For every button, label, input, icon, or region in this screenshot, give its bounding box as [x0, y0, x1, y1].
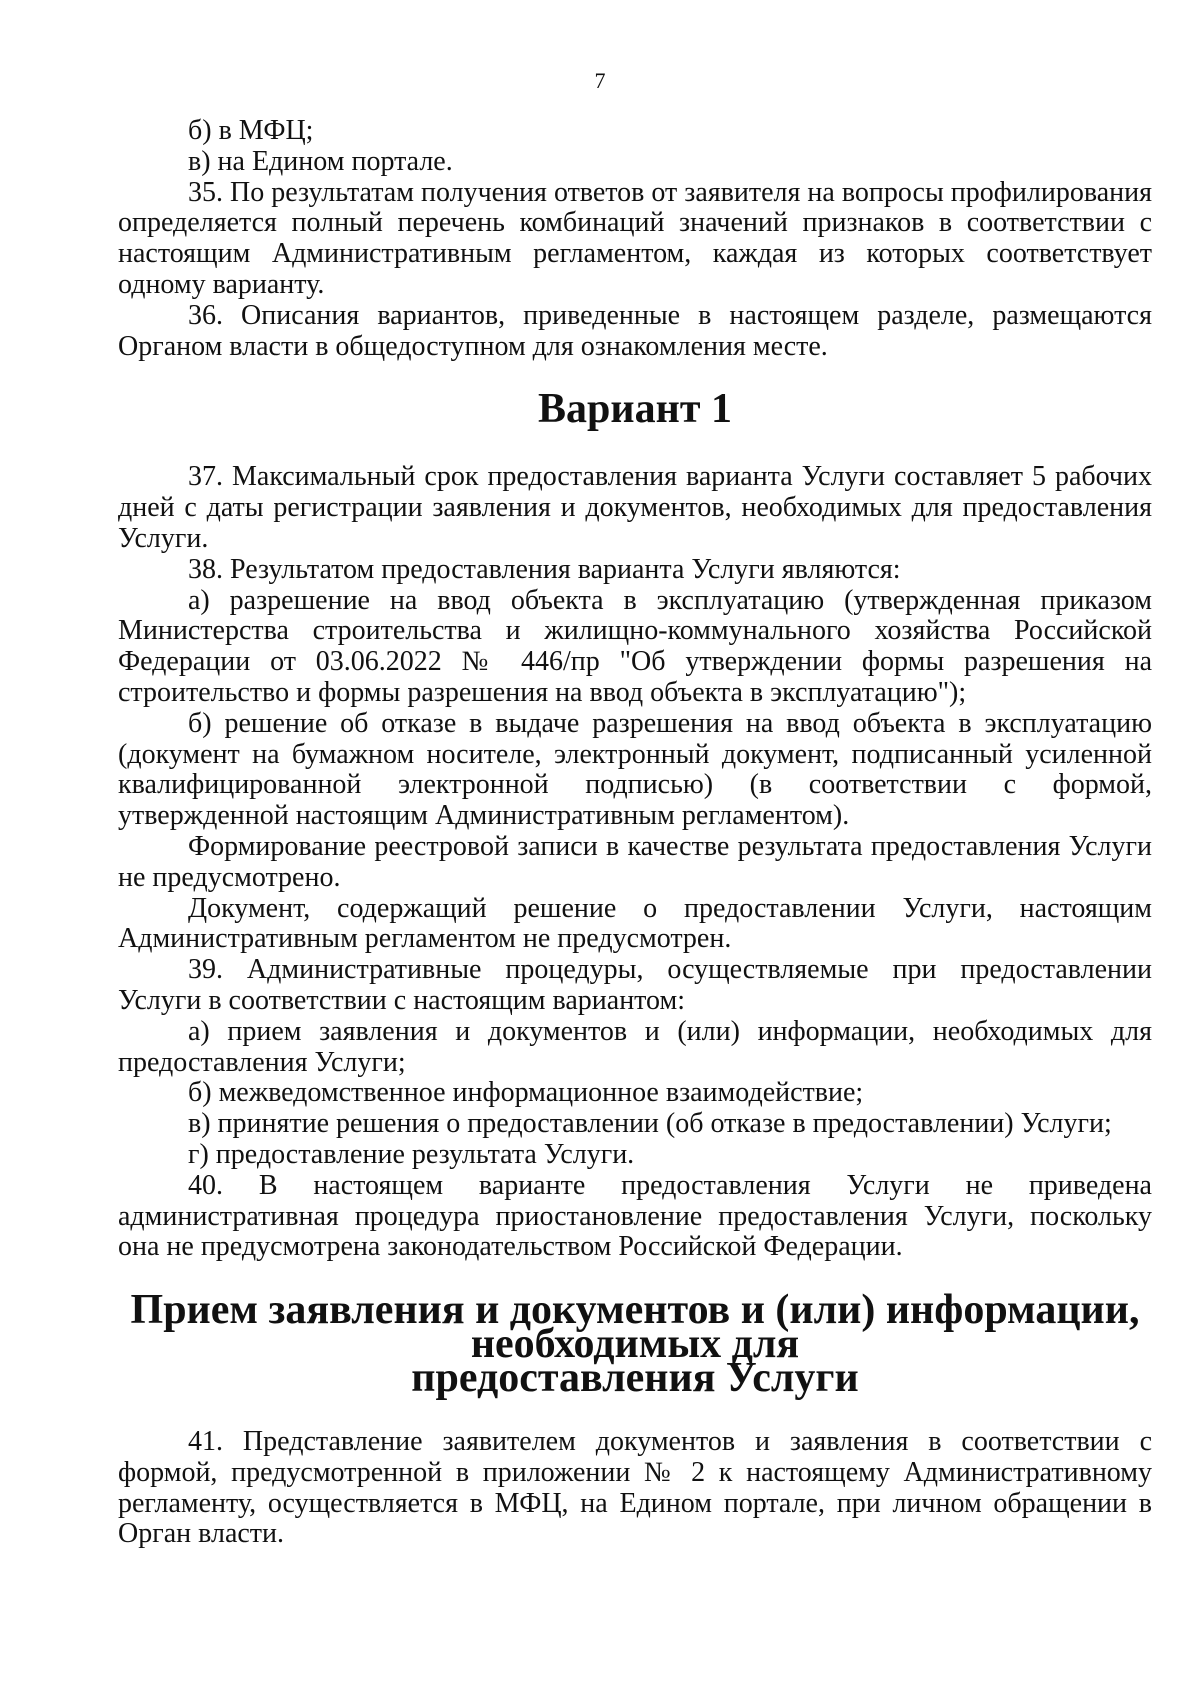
- paragraph-39-g: г) предоставление результата Услуги.: [188, 1138, 635, 1170]
- heading-variant-1: Вариант 1: [538, 386, 732, 433]
- paragraph-39-v: в) принятие решения о предоставлении (об отказе в предоставлении) Услуги;: [188, 1108, 1112, 1140]
- list-item-v: в) на Едином портале.: [188, 145, 453, 177]
- page-number: 7: [594, 68, 606, 93]
- paragraph-38-b: б) решение об отказе в выдаче разрешения на ввод объекта в эксплуатацию (документ на бумажном носителе, электронный документ, подписанный усиленной квалифицированной электронной подписью) (в соответствии с формой, утвержденной настоящим Административным регламентом).: [118, 707, 1152, 832]
- paragraph-35: 35. По результатам получения ответов от заявителя на вопросы профилирования определяется полный перечень комбинаций значений признаков в соответствии с настоящим Административным регламентом, каждая из которых соответствует одному варианту.: [118, 176, 1152, 300]
- paragraph-38-a: а) разрешение на ввод объекта в эксплуатацию (утвержденная приказом Министерства строительства и жилищно-коммунального хозяйства Российской Федерации от 03.06.2022 № 446/пр "Об утверждении формы разрешения на строительство и формы разрешения на ввод объекта в эксплуатацию");: [118, 584, 1152, 708]
- document-body: [118, 116, 1152, 1550]
- paragraphs-before: [118, 116, 1152, 362]
- paragraph-registry-record: Формирование реестровой записи в качестве результата предоставления Услуги не предусмотрено.: [118, 830, 1152, 893]
- paragraph-38: 38. Результатом предоставления варианта Услуги являются:: [188, 553, 901, 585]
- paragraph-36: 36. Описания вариантов, приведенные в настоящем разделе, размещаются Органом власти в общедоступном для ознакомления месте.: [118, 299, 1152, 362]
- paragraph-39-b: б) межведомственное информационное взаимодействие;: [188, 1077, 864, 1109]
- paragraph-40: 40. В настоящем варианте предоставления Услуги не приведена административная процедура приостановление предоставления Услуги, поскольку она не предусмотрена законодательством Российской Федерации.: [118, 1169, 1152, 1263]
- list-item-b: б) в МФЦ;: [188, 115, 314, 146]
- paragraph-decision-document: Документ, содержащий решение о предоставлении Услуги, настоящим Административным регламентом не предусмотрен.: [118, 892, 1152, 955]
- paragraphs-section: [118, 1427, 1152, 1550]
- heading-section-line-1: Прием заявления и документов и (или) информации, необходимых для: [130, 1287, 1140, 1368]
- paragraph-41: 41. Представление заявителем документов и заявления в соответствии с формой, предусмотренной в приложении № 2 к настоящему Административному регламенту, осуществляется в МФЦ, на Едином портале, при личном обращении в Орган власти.: [118, 1426, 1152, 1550]
- paragraph-39: 39. Административные процедуры, осуществляемые при предоставлении Услуги в соответствии с настоящим вариантом:: [118, 954, 1152, 1016]
- heading-section-application: [118, 1287, 1152, 1402]
- heading-section-line-2: предоставления Услуги: [411, 1355, 859, 1402]
- paragraph-37: 37. Максимальный срок предоставления варианта Услуги составляет 5 рабочих дней с даты регистрации заявления и документов, необходимых для предоставления Услуги.: [118, 461, 1152, 554]
- paragraphs-variant: [118, 462, 1152, 1263]
- paragraph-39-a: а) прием заявления и документов и (или) информации, необходимых для предоставления Услуги;: [118, 1015, 1152, 1078]
